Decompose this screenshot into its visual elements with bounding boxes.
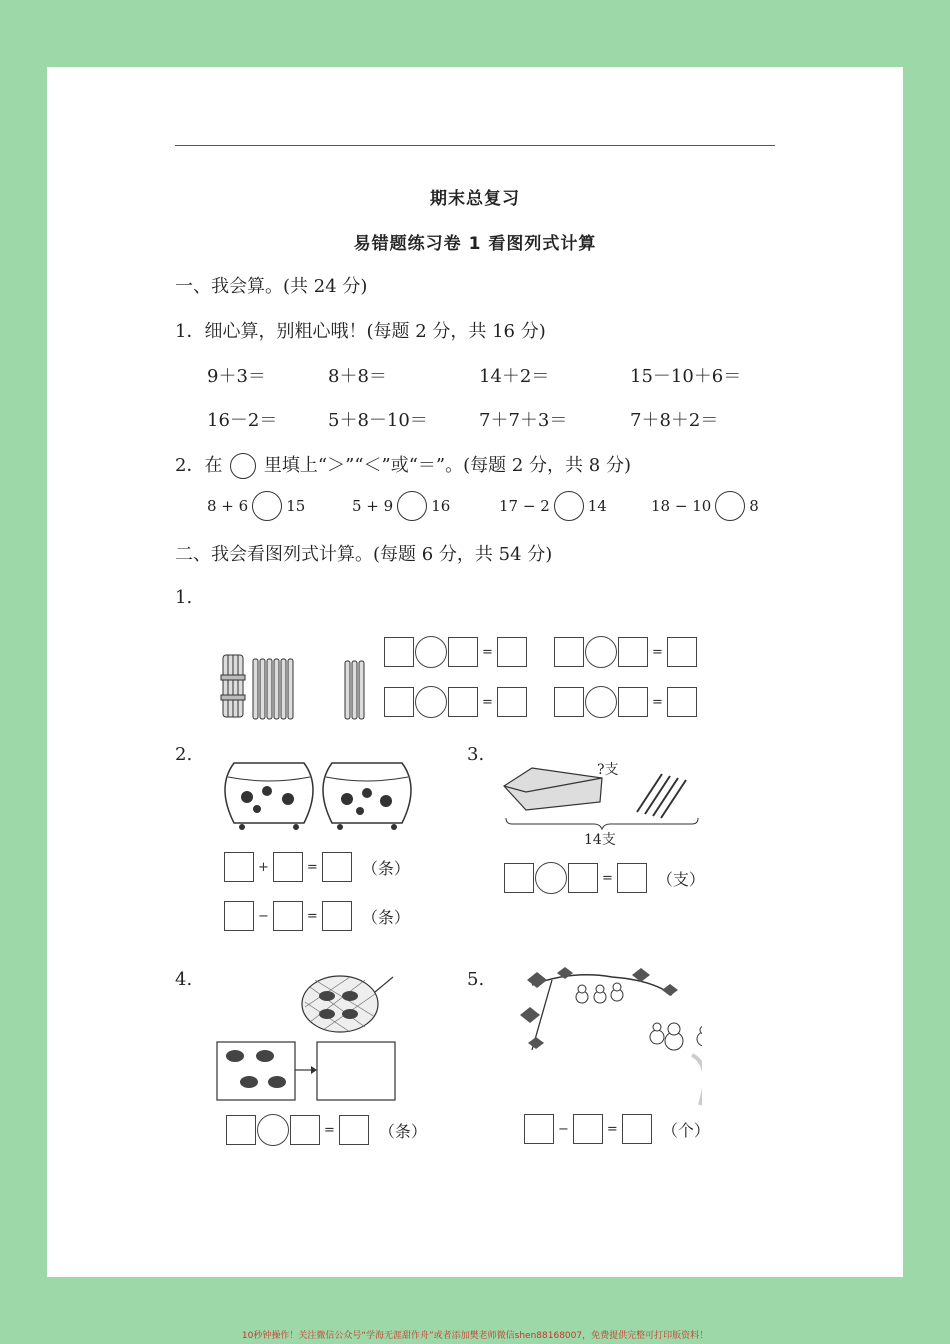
compare-right: 16	[431, 497, 451, 515]
unit-label: （条）	[378, 1121, 427, 1141]
compare-left: 8 + 6	[207, 497, 249, 515]
compare-left: 18 − 10	[651, 497, 712, 515]
problem-number: 5.	[467, 969, 485, 990]
answer-box[interactable]	[448, 687, 478, 717]
equation: 16－2＝	[207, 410, 278, 431]
plus-sign: +	[258, 859, 269, 875]
equals-sign: =	[306, 859, 318, 875]
operator-circle[interactable]	[585, 636, 617, 668]
compare-answer-circle[interactable]	[715, 491, 745, 521]
equation: 7＋8＋2＝	[630, 410, 719, 431]
operator-circle[interactable]	[415, 636, 447, 668]
answer-row	[224, 901, 410, 931]
equals-sign: =	[482, 644, 493, 660]
q1-prompt: 1．细心算，别粗心哦！(每题 2 分，共 16 分)	[175, 321, 546, 342]
answer-box[interactable]	[273, 852, 303, 882]
compare-answer-circle[interactable]	[554, 491, 584, 521]
fish-net-illustration	[215, 972, 405, 1122]
answer-box[interactable]	[224, 901, 254, 931]
equation: 5＋8－10＝	[328, 410, 428, 431]
problem-number: 1.	[175, 587, 193, 608]
equals-sign: =	[482, 694, 493, 710]
unit-label: （个）	[661, 1120, 710, 1140]
answer-box[interactable]	[497, 637, 527, 667]
equals-sign: =	[606, 1121, 618, 1137]
total-count-label: 14支	[584, 832, 616, 848]
promo-footer: 10秒钟操作！关注微信公众号“学海无涯甜作舟”或者添加樊老师微信shen88168007，免费提供完整可打印版资料！	[241, 1331, 709, 1341]
equation: 8＋8＝	[328, 366, 387, 387]
answer-circle-icon	[230, 453, 256, 479]
compare-item	[352, 491, 450, 521]
equals-sign: =	[652, 644, 663, 660]
answer-box[interactable]	[273, 901, 303, 931]
answer-box[interactable]	[339, 1115, 369, 1145]
answer-row	[224, 852, 410, 882]
answer-box[interactable]	[524, 1114, 554, 1144]
equation: 7＋7＋3＝	[479, 410, 568, 431]
minus-sign: −	[558, 1121, 569, 1137]
worksheet-page	[47, 67, 903, 1277]
equation: 14＋2＝	[479, 366, 550, 387]
compare-right: 8	[749, 497, 759, 515]
compare-answer-circle[interactable]	[252, 491, 282, 521]
compare-item	[651, 491, 759, 521]
answer-box[interactable]	[622, 1114, 652, 1144]
answer-box[interactable]	[554, 637, 584, 667]
unit-label: （条）	[361, 858, 410, 878]
answer-box[interactable]	[554, 687, 584, 717]
problem-number: 2.	[175, 744, 193, 765]
compare-left: 17 − 2	[499, 497, 550, 515]
compare-answer-circle[interactable]	[397, 491, 427, 521]
answer-row	[554, 636, 697, 668]
operator-circle[interactable]	[535, 862, 567, 894]
q2-prompt-end: 里填上“＞”“＜”或“＝”。(每题 2 分，共 8 分)	[263, 455, 631, 476]
unit-label: （支）	[656, 869, 705, 889]
answer-box[interactable]	[384, 637, 414, 667]
section2-heading: 二、我会看图列式计算。(每题 6 分，共 54 分)	[175, 544, 553, 565]
fishbowls-illustration	[222, 757, 422, 837]
answer-box[interactable]	[618, 687, 648, 717]
page-subtitle: 易错题练习卷 1 看图列式计算	[353, 234, 597, 254]
answer-box[interactable]	[384, 687, 414, 717]
header-rule	[175, 145, 775, 146]
answer-row	[384, 686, 527, 718]
answer-box[interactable]	[322, 901, 352, 931]
answer-box[interactable]	[322, 852, 352, 882]
equals-sign: =	[652, 694, 663, 710]
answer-box[interactable]	[617, 863, 647, 893]
equation: 9＋3＝	[207, 366, 266, 387]
gourd-vine-illustration	[512, 965, 702, 1115]
answer-box[interactable]	[573, 1114, 603, 1144]
operator-circle[interactable]	[257, 1114, 289, 1146]
answer-row	[226, 1114, 427, 1146]
equals-sign: =	[306, 908, 318, 924]
answer-box[interactable]	[448, 637, 478, 667]
answer-box[interactable]	[667, 637, 697, 667]
q2-prompt	[175, 451, 631, 479]
compare-item	[207, 491, 305, 521]
answer-row	[504, 862, 705, 894]
answer-box[interactable]	[667, 687, 697, 717]
page-title: 期末总复习	[430, 189, 520, 209]
answer-box[interactable]	[504, 863, 534, 893]
compare-left: 5 + 9	[352, 497, 394, 515]
q2-prompt-start: 2．在	[175, 455, 223, 476]
operator-circle[interactable]	[585, 686, 617, 718]
answer-box[interactable]	[290, 1115, 320, 1145]
minus-sign: −	[258, 908, 269, 924]
compare-right: 14	[587, 497, 607, 515]
unit-label: （条）	[361, 907, 410, 927]
answer-box[interactable]	[497, 687, 527, 717]
answer-box[interactable]	[568, 863, 598, 893]
compare-item	[499, 491, 607, 521]
operator-circle[interactable]	[415, 686, 447, 718]
answer-row	[554, 686, 697, 718]
equation: 15－10＋6＝	[630, 366, 742, 387]
section1-heading: 一、我会算。(共 24 分)	[175, 276, 368, 297]
equals-sign: =	[602, 870, 613, 886]
compare-right: 15	[286, 497, 306, 515]
problem-number: 3.	[467, 744, 485, 765]
sticks-illustration	[217, 647, 377, 727]
answer-row	[384, 636, 527, 668]
answer-row	[524, 1114, 710, 1144]
answer-box[interactable]	[224, 852, 254, 882]
answer-box[interactable]	[618, 637, 648, 667]
unknown-count-label: ?支	[597, 762, 619, 778]
answer-box[interactable]	[226, 1115, 256, 1145]
problem-number: 4.	[175, 969, 193, 990]
equals-sign: =	[324, 1122, 335, 1138]
